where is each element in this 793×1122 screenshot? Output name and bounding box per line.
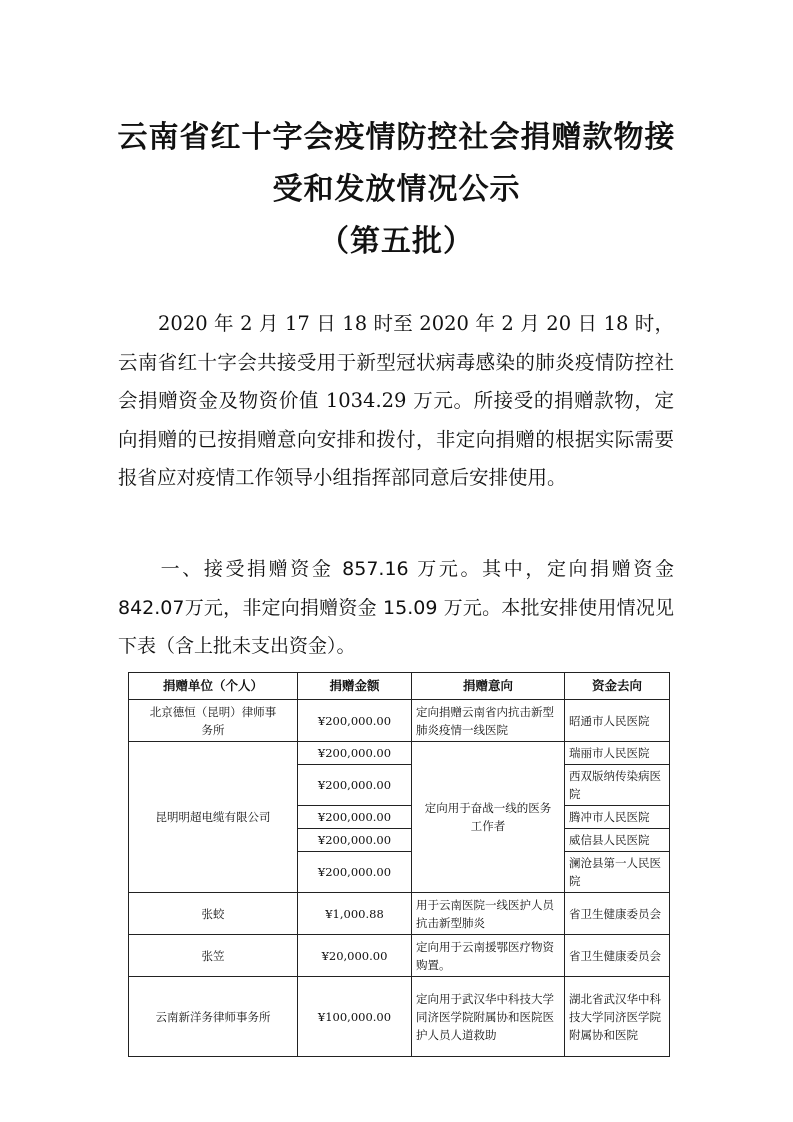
- table-row: [129, 742, 670, 765]
- header-amount: 捐赠金额: [298, 673, 412, 700]
- header-intent: 捐赠意向: [412, 673, 565, 700]
- donor-cell: 张笠: [129, 935, 298, 977]
- donor-cell: 北京德恒（昆明）律师事务所: [129, 700, 298, 742]
- intent-cell: 定向捐赠云南省内抗击新型肺炎疫情一线医院: [412, 700, 565, 742]
- amount-cell: ¥1,000.88: [298, 893, 412, 935]
- table-row: [129, 893, 670, 935]
- title-line-3: （第五批）: [319, 224, 474, 259]
- intent-cell: 定向用于武汉华中科技大学同济医学院附属协和医院医护人员人道救助: [412, 977, 565, 1057]
- amount-cell: ¥200,000.00: [298, 829, 412, 852]
- amount-cell: ¥200,000.00: [298, 852, 412, 893]
- amount-cell: ¥100,000.00: [298, 977, 412, 1057]
- donation-table: [128, 672, 670, 1057]
- destination-cell: 西双版纳传染病医院: [565, 765, 670, 806]
- table-row: [129, 935, 670, 977]
- header-donor: 捐赠单位（个人）: [129, 673, 298, 700]
- destination-cell: 腾冲市人民医院: [565, 806, 670, 829]
- section-one-text: 一、接受捐赠资金 857.16 万元。其中，定向捐赠资金842.07万元，非定向捐赠资金 15.09 万元。本批安排使用情况见下表（含上批未支出资金）。: [118, 558, 674, 657]
- intent-cell: 定向用于奋战一线的医务工作者: [412, 742, 565, 893]
- amount-cell: ¥200,000.00: [298, 742, 412, 765]
- table-header-row: [129, 673, 670, 700]
- title-line-2: 受和发放情况公示: [272, 172, 521, 207]
- amount-cell: ¥200,000.00: [298, 806, 412, 829]
- donor-cell: 张蛟: [129, 893, 298, 935]
- intro-paragraph-text: 2020 年 2 月 17 日 18 时至 2020 年 2 月 20 日 18 时，云南省红十字会共接受用于新型冠状病毒感染的肺炎疫情防控社会捐赠资金及物资价值 1034.29 万元。所接受的捐赠款物，定向捐赠的已按捐赠意向安排和拨付，非定向捐赠的根据实际需要报省应对疫情工作领导小组指挥部同意后安排使用。: [118, 312, 674, 489]
- intent-cell: 用于云南医院一线医护人员抗击新型肺炎: [412, 893, 565, 935]
- table-row: [129, 977, 670, 1057]
- destination-cell: 省卫生健康委员会: [565, 893, 670, 935]
- destination-cell: 省卫生健康委员会: [565, 935, 670, 977]
- destination-cell: 威信县人民医院: [565, 829, 670, 852]
- intro-paragraph: [118, 305, 674, 498]
- table-row: [129, 700, 670, 742]
- destination-cell: 昭通市人民医院: [565, 700, 670, 742]
- donor-cell: 昆明明超电缆有限公司: [129, 742, 298, 893]
- destination-cell: 湖北省武汉华中科技大学同济医学院附属协和医院: [565, 977, 670, 1057]
- destination-cell: 澜沧县第一人民医院: [565, 852, 670, 893]
- amount-cell: ¥200,000.00: [298, 765, 412, 806]
- destination-cell: 瑞丽市人民医院: [565, 742, 670, 765]
- amount-cell: ¥200,000.00: [298, 700, 412, 742]
- amount-cell: ¥20,000.00: [298, 935, 412, 977]
- donor-cell: 云南新洋务律师事务所: [129, 977, 298, 1057]
- intent-cell: 定向用于云南援鄂医疗物资购置。: [412, 935, 565, 977]
- section-one-paragraph: [118, 550, 674, 666]
- title-line-1: 云南省红十字会疫情防控社会捐赠款物接: [117, 120, 676, 155]
- header-destination: 资金去向: [565, 673, 670, 700]
